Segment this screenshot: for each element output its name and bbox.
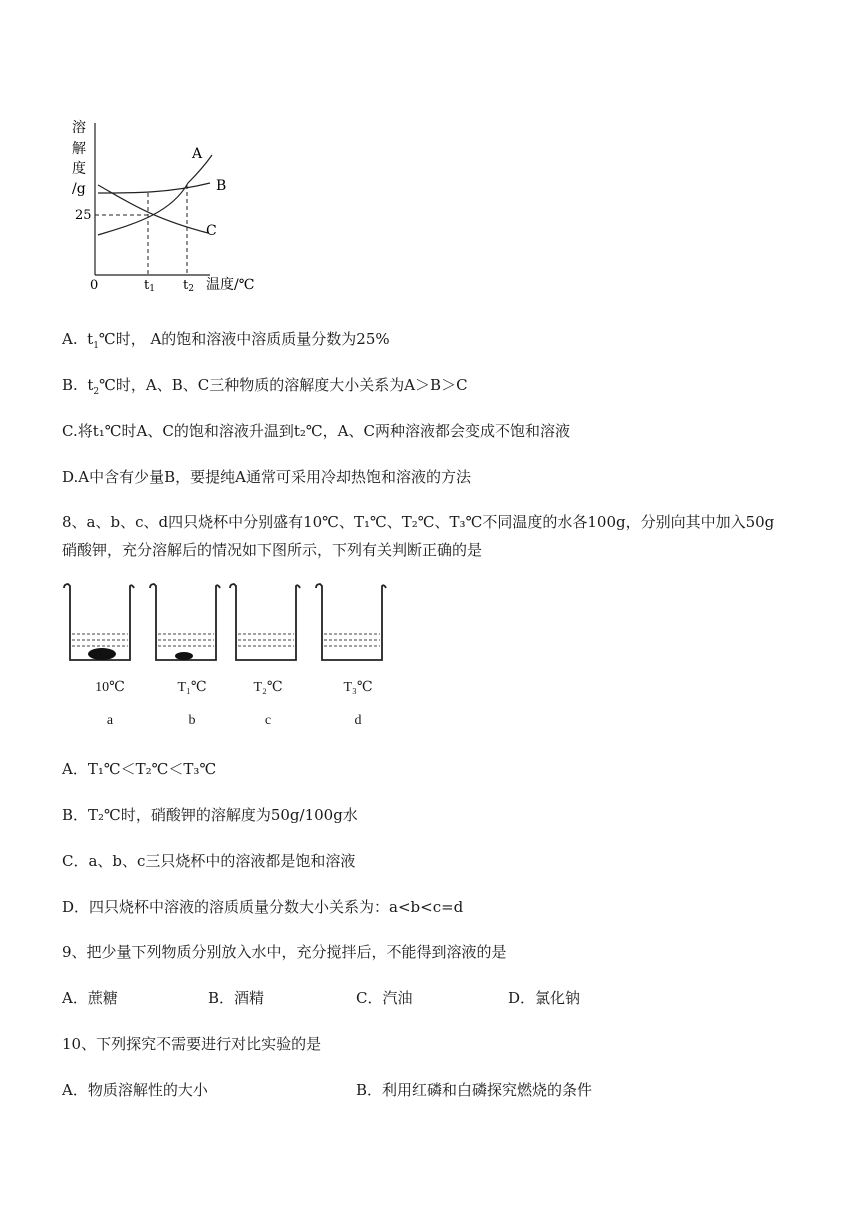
q9-option-b: B．酒精 [208,989,265,1007]
undissolved-solid-b [175,652,193,660]
q8-option-a: A．T₁℃＜T₂℃＜T₃℃ [62,760,217,778]
undissolved-solid-a [88,648,116,660]
beaker-a-temp: 10℃ [95,680,125,695]
x-tick-t1: t1 [144,278,155,294]
curve-label-b: B [216,178,227,194]
q8-option-d: D．四只烧杯中溶液的溶质质量分数大小关系为：a<b<c=d [62,898,464,916]
q8-option-c: C．a、b、c三只烧杯中的溶液都是饱和溶液 [62,852,356,870]
beaker-b-temp: T₁℃ [177,680,207,695]
beaker-b-letter: b [188,713,196,728]
q8-option-b: B．T₂℃时，硝酸钾的溶解度为50g/100g水 [62,806,358,824]
q8-stem-line1: 8、a、b、c、d四只烧杯中分别盛有10℃、T₁℃、T₂℃、T₃℃不同温度的水各100g，分别向其中加入50g [62,513,775,531]
q7-option-c: C.将t₁℃时A、C的饱和溶液升温到t₂℃，A、C两种溶液都会变成不饱和溶液 [62,422,570,440]
curve-label-a: A [192,146,203,162]
ylabel-char-3: 度 [72,161,86,177]
beaker-a [64,584,134,660]
q9-stem: 9、把少量下列物质分别放入水中，充分搅拌后，不能得到溶液的是 [62,943,507,961]
curve-b [98,183,210,193]
x-tick-t2: t2 [183,278,194,294]
q8-stem-line2: 硝酸钾，充分溶解后的情况如下图所示，下列有关判断正确的是 [62,541,483,559]
q10-stem: 10、下列探究不需要进行对比实验的是 [62,1035,322,1053]
ylabel-char-1: 溶 [72,120,86,136]
q9-option-a: A．蔗糖 [62,989,118,1007]
beaker-b [150,584,220,660]
q7-option-b: B. $t_2℃$时，A、B、C三种物质的溶解度大小关系为A＞B＞C [62,376,468,397]
ylabel-char-4: /g [72,181,86,197]
q10-option-b: B．利用红磷和白磷探究燃烧的条件 [356,1081,593,1099]
ylabel-char-2: 解 [72,141,86,157]
beaker-d-temp: T₃℃ [343,680,373,695]
beaker-c [230,584,300,660]
q7-option-a: A. $t_1℃$时， A的饱和溶液中溶质质量分数为25% [62,330,390,351]
beaker-d [316,584,386,660]
q10-option-a: A．物质溶解性的大小 [62,1081,208,1099]
q9-option-d: D．氯化钠 [508,989,581,1007]
origin-label: 0 [90,278,99,293]
solubility-chart [60,115,280,300]
y-tick-25: 25 [75,208,92,223]
curve-label-c: C [206,223,217,239]
beaker-d-letter: d [354,713,362,728]
beaker-c-temp: T₂℃ [253,680,283,695]
xlabel: 温度/℃ [206,277,255,293]
q9-option-c: C．汽油 [356,989,413,1007]
beaker-c-letter: c [264,713,272,728]
beaker-a-letter: a [106,713,114,728]
beakers-figure [60,582,400,672]
q7-option-d: D.A中含有少量B，要提纯A通常可采用冷却热饱和溶液的方法 [62,468,471,486]
